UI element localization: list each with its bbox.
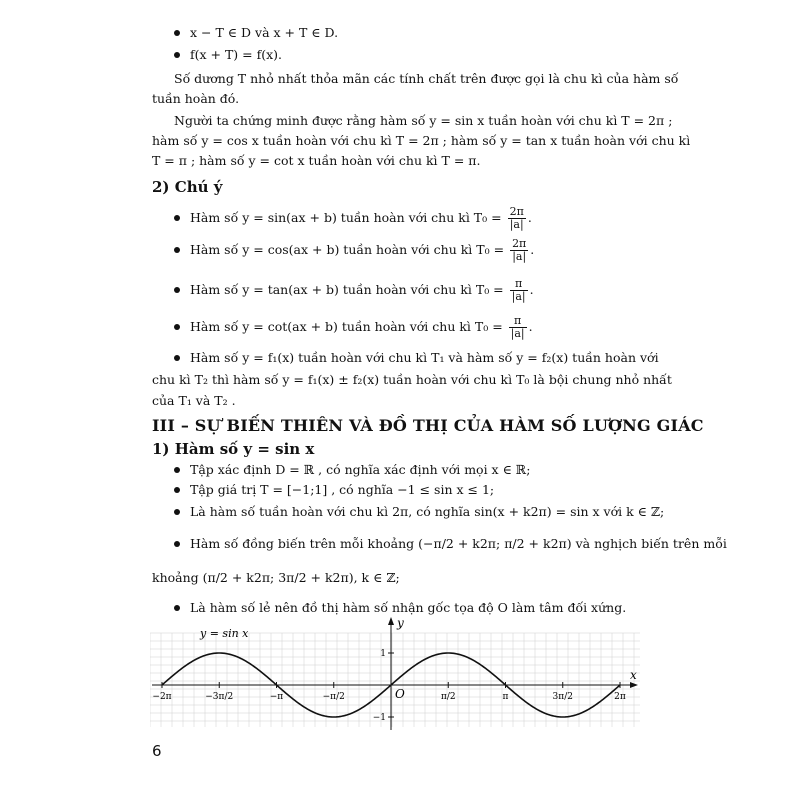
x-tick-label: π/2 bbox=[440, 692, 456, 702]
fraction bbox=[510, 278, 528, 303]
sin-odd-text: Là hàm số lẻ nên đồ thị hàm số nhận gốc tọa độ O làm tâm đối xứng. bbox=[190, 600, 627, 615]
sin-odd bbox=[174, 600, 626, 616]
bullet-icon bbox=[174, 509, 180, 515]
bullet-icon bbox=[174, 605, 180, 611]
fraction-denominator: |a| bbox=[511, 290, 526, 303]
bullet-icon bbox=[174, 287, 180, 293]
x-tick-label: −π bbox=[269, 692, 284, 702]
bullet-icon bbox=[174, 467, 180, 473]
bullet-icon bbox=[174, 30, 180, 36]
sin-domain bbox=[174, 462, 530, 478]
x-tick-label: π bbox=[502, 692, 509, 702]
paragraph-line: T = π ; hàm số y = cot x tuần hoàn với chu kì T = π. bbox=[152, 153, 481, 168]
note-sum-period bbox=[174, 350, 659, 366]
note-cot-period: Hàm số y = cot(ax + b) tuần hoàn với chu kì T₀ = $\frac{\pi}{|a|}$ . bbox=[174, 315, 533, 340]
sin-monotonic bbox=[174, 536, 727, 552]
note-sin-period: Hàm số y = sin(ax + b) tuần hoàn với chu kì T₀ = $\frac{2\pi}{|a|}$ . bbox=[174, 206, 532, 231]
x-tick-label: −π/2 bbox=[322, 692, 345, 702]
fraction-numerator: 2π bbox=[509, 205, 524, 218]
paragraph-line: Số dương T nhỏ nhất thỏa mãn các tính chất trên được gọi là chu kì của hàm số bbox=[174, 71, 679, 86]
bullet-icon bbox=[174, 541, 180, 547]
origin-label: O bbox=[395, 687, 405, 701]
fraction-numerator: π bbox=[510, 278, 528, 291]
sin-monotonic-text: Hàm số đồng biến trên mỗi khoảng (−π/2 + k2π; π/2 + k2π) và nghịch biến trên mỗi bbox=[190, 536, 727, 551]
fraction-denominator: |a| bbox=[510, 327, 525, 340]
x-tick-label: −3π/2 bbox=[205, 692, 234, 702]
sin-period-text: Là hàm số tuần hoàn với chu kì 2π, có nghĩa sin(x + k2π) = sin x với k ∈ ℤ; bbox=[190, 504, 665, 519]
bullet-icon bbox=[174, 324, 180, 330]
note-text: Hàm số y = cot(ax + b) tuần hoàn với chu kì T₀ = bbox=[190, 319, 503, 334]
y-axis-label: y bbox=[397, 616, 404, 630]
fraction-denominator: |a| bbox=[512, 250, 527, 263]
y-axis-arrow-icon bbox=[388, 617, 394, 625]
paragraph-line: hàm số y = cos x tuần hoàn với chu kì T = 2π ; hàm số y = tan x tuần hoàn với chu kì bbox=[152, 133, 691, 148]
page-number: 6 bbox=[152, 742, 162, 760]
note-text: Hàm số y = tan(ax + b) tuần hoàn với chu kì T₀ = bbox=[190, 282, 504, 297]
sin-range-text: Tập giá trị T = [−1;1] , có nghĩa −1 ≤ sin x ≤ 1; bbox=[190, 482, 495, 497]
sin-range bbox=[174, 482, 494, 498]
fraction bbox=[508, 206, 526, 231]
curve-label: y = sin x bbox=[200, 627, 249, 640]
x-tick-label: 2π bbox=[614, 692, 626, 702]
fraction-numerator: 2π bbox=[512, 237, 527, 250]
fraction-denominator: |a| bbox=[509, 218, 524, 231]
condition-domain bbox=[174, 25, 338, 41]
sin-period bbox=[174, 504, 664, 520]
note-tan-period: Hàm số y = tan(ax + b) tuần hoàn với chu kì T₀ = $\frac{\pi}{|a|}$ . bbox=[174, 278, 534, 303]
fraction bbox=[510, 238, 528, 263]
bullet-icon bbox=[174, 215, 180, 221]
bullet-icon bbox=[174, 247, 180, 253]
condition-periodic-text: f(x + T) = f(x). bbox=[190, 47, 283, 62]
fraction-numerator: π bbox=[509, 315, 527, 328]
y-tick-label-1: 1 bbox=[380, 649, 386, 659]
bullet-icon bbox=[174, 355, 180, 361]
paragraph-line: tuần hoàn đó. bbox=[152, 91, 240, 106]
grid bbox=[150, 633, 640, 727]
x-tick-label: −2π bbox=[152, 692, 172, 702]
note-text: Hàm số y = sin(ax + b) tuần hoàn với chu kì T₀ = bbox=[190, 210, 502, 225]
y-tick-label-minus-1: −1 bbox=[372, 713, 386, 723]
heading-sin-function: 1) Hàm số y = sin x bbox=[152, 440, 315, 458]
sin-domain-text: Tập xác định D = ℝ , có nghĩa xác định với mọi x ∈ ℝ; bbox=[190, 462, 531, 477]
paragraph-line: của T₁ và T₂ . bbox=[152, 393, 236, 408]
note-text: Hàm số y = f₁(x) tuần hoàn với chu kì T₁ và hàm số y = f₂(x) tuần hoàn với bbox=[190, 350, 659, 365]
bullet-icon bbox=[174, 52, 180, 58]
condition-periodic bbox=[174, 47, 282, 63]
note-cos-period: Hàm số y = cos(ax + b) tuần hoàn với chu kì T₀ = $\frac{2\pi}{|a|}$ . bbox=[174, 238, 534, 263]
paragraph-line: chu kì T₂ thì hàm số y = f₁(x) ± f₂(x) tuần hoàn với chu kì T₀ là bội chung nhỏ nhất bbox=[152, 372, 672, 387]
x-tick-label: 3π/2 bbox=[552, 692, 573, 702]
condition-domain-text: x − T ∈ D và x + T ∈ D. bbox=[190, 25, 339, 40]
paragraph-line: khoảng (π/2 + k2π; 3π/2 + k2π), k ∈ ℤ; bbox=[152, 570, 400, 585]
note-text: Hàm số y = cos(ax + b) tuần hoàn với chu kì T₀ = bbox=[190, 242, 505, 257]
heading-note: 2) Chú ý bbox=[152, 178, 223, 196]
section-heading: III – SỰ BIẾN THIÊN VÀ ĐỒ THỊ CỦA HÀM SỐ LƯỢNG GIÁC bbox=[152, 416, 704, 435]
sin-graph bbox=[150, 615, 640, 735]
paragraph-line: Người ta chứng minh được rằng hàm số y = sin x tuần hoàn với chu kì T = 2π ; bbox=[174, 113, 673, 128]
x-axis-label: x bbox=[630, 668, 637, 682]
fraction bbox=[509, 315, 527, 340]
bullet-icon bbox=[174, 487, 180, 493]
